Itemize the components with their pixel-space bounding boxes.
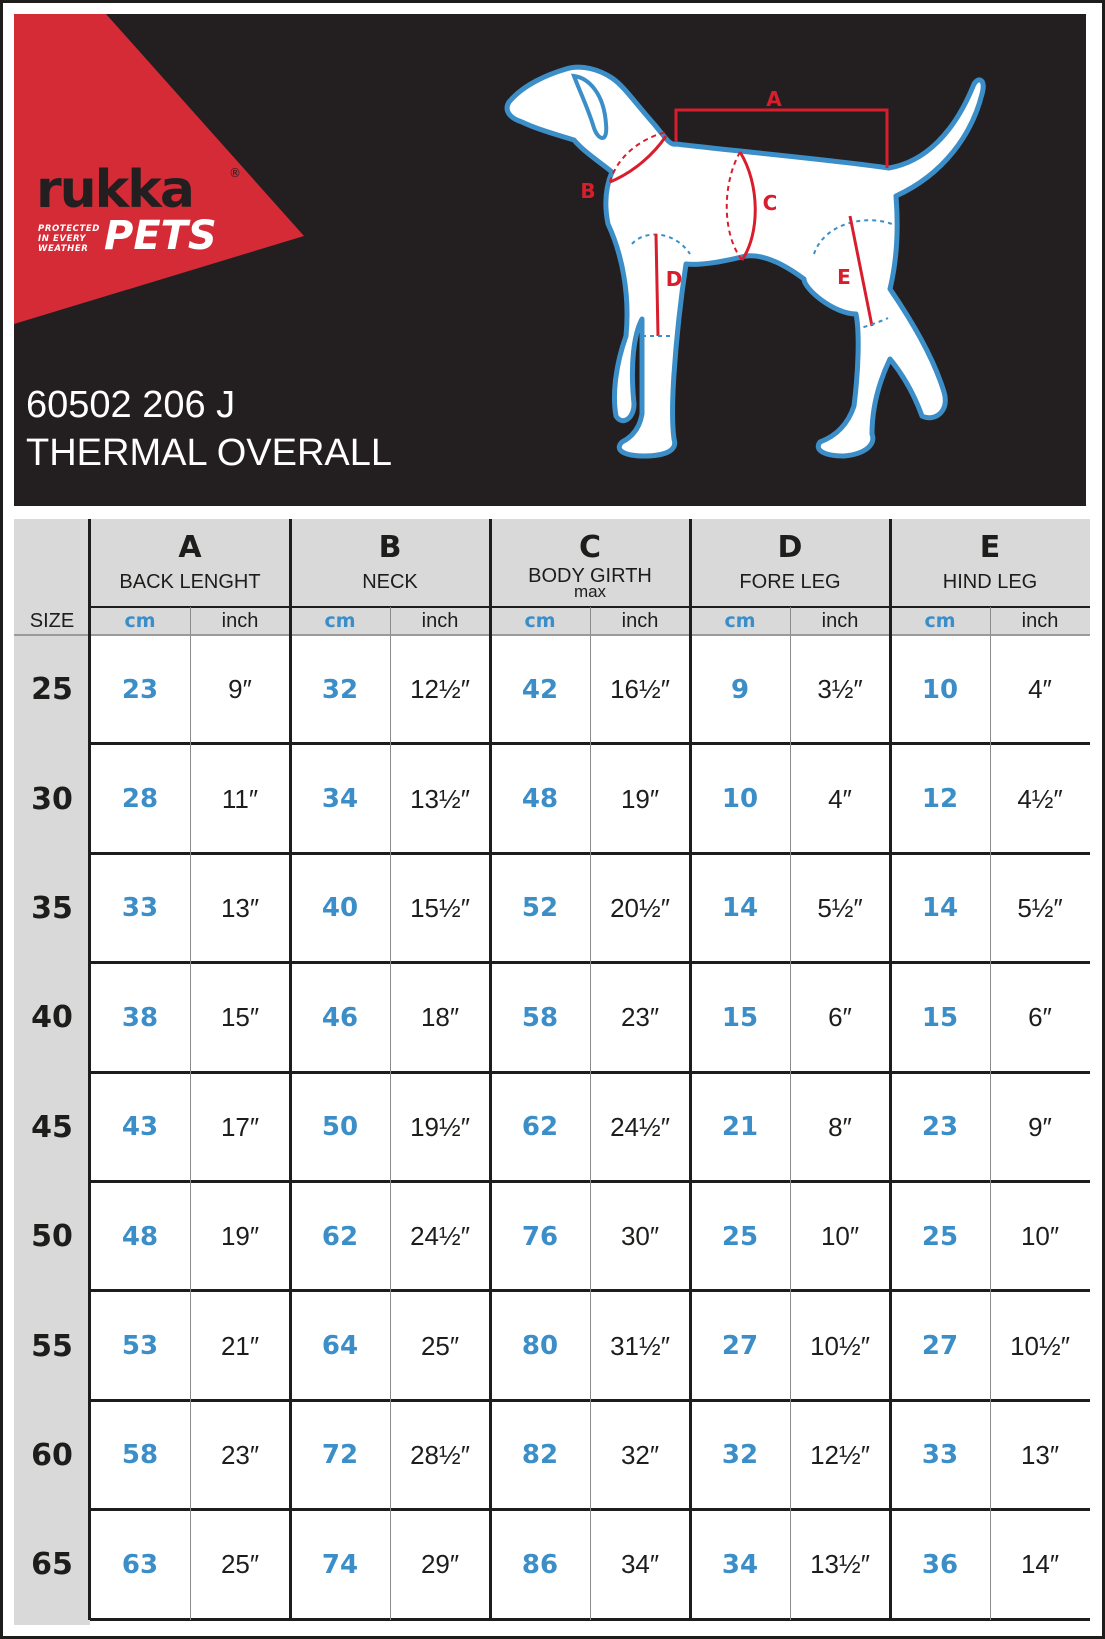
inch-value: 6″	[828, 1002, 852, 1033]
measure-b-label: B	[580, 179, 596, 203]
cm-value: 42	[521, 674, 559, 705]
inch-value: 6″	[1028, 1002, 1052, 1033]
cm-value: 25	[921, 1221, 959, 1252]
size-value: 30	[31, 781, 73, 817]
cm-value: 58	[121, 1440, 159, 1471]
cm-value: 38	[121, 1002, 159, 1033]
cm-value: 23	[921, 1112, 959, 1143]
inch-value: 3½″	[817, 674, 863, 705]
inch-value: 13½″	[410, 783, 470, 814]
cm-value: 33	[921, 1440, 959, 1471]
cm-value: 62	[521, 1112, 559, 1143]
size-column-divider	[88, 519, 91, 1620]
inch-value: 10½″	[810, 1330, 870, 1361]
column-letter-c: C	[578, 529, 602, 565]
unit-cm-b: cm	[324, 610, 356, 632]
cm-value: 50	[321, 1112, 359, 1143]
cm-value: 53	[121, 1331, 159, 1362]
cm-value: 43	[121, 1112, 159, 1143]
size-value: 35	[31, 890, 73, 926]
size-value: 40	[31, 1000, 73, 1036]
cm-value: 27	[721, 1331, 759, 1362]
brand-word: rukka	[36, 160, 193, 220]
inch-value: 4″	[1028, 674, 1052, 705]
unit-cm-a: cm	[124, 610, 156, 632]
cm-value: 36	[921, 1549, 959, 1580]
cm-value: 32	[321, 674, 359, 705]
brand-tagline: PROTECTED IN EVERY WEATHER	[38, 224, 100, 254]
inch-value: 24½″	[610, 1111, 670, 1142]
inch-value: 25″	[420, 1330, 460, 1361]
inch-value: 15″	[220, 1002, 260, 1033]
inch-value: 9″	[228, 674, 252, 705]
cm-value: 82	[521, 1440, 559, 1471]
cm-value: 62	[321, 1221, 359, 1252]
size-value: 55	[31, 1328, 73, 1364]
header-bottom-line	[14, 634, 1090, 636]
unit-divider	[390, 607, 391, 1620]
inch-value: 28½″	[410, 1439, 470, 1470]
inch-value: 23″	[620, 1002, 660, 1033]
inch-value: 19″	[220, 1221, 260, 1252]
cm-value: 86	[521, 1549, 559, 1580]
inch-value: 15½″	[410, 892, 470, 923]
inch-value: 25″	[220, 1549, 260, 1580]
cm-value: 15	[921, 1002, 959, 1033]
cm-value: 10	[721, 784, 759, 815]
cm-value: 72	[321, 1440, 359, 1471]
inch-value: 21″	[220, 1330, 260, 1361]
inch-value: 12½″	[810, 1439, 870, 1470]
size-value: 50	[31, 1219, 73, 1255]
unit-divider	[790, 607, 791, 1620]
column-letter-d: D	[777, 529, 803, 565]
cm-value: 74	[321, 1549, 359, 1580]
cm-value: 23	[121, 674, 159, 705]
inch-value: 10″	[1020, 1221, 1060, 1252]
unit-inch-b: inch	[421, 609, 459, 632]
unit-inch-d: inch	[821, 609, 859, 632]
cm-value: 48	[521, 784, 559, 815]
inch-value: 17″	[220, 1111, 260, 1142]
cm-value: 21	[721, 1112, 759, 1143]
group-divider	[689, 519, 692, 1620]
cm-value: 33	[121, 893, 159, 924]
inch-value: 20½″	[610, 892, 670, 923]
inch-value: 4½″	[1017, 783, 1063, 814]
inch-value: 16½″	[610, 674, 670, 705]
cm-value: 32	[721, 1440, 759, 1471]
cm-value: 48	[121, 1221, 159, 1252]
column-letter-a: A	[178, 529, 202, 565]
size-value: 60	[31, 1437, 73, 1473]
cm-value: 10	[921, 674, 959, 705]
inch-value: 18″	[420, 1002, 460, 1033]
column-sub-c: max	[573, 582, 607, 601]
unit-inch-e: inch	[1021, 609, 1059, 632]
column-letter-b: B	[378, 529, 402, 565]
column-letter-e: E	[979, 529, 1001, 565]
cm-value: 25	[721, 1221, 759, 1252]
size-header: SIZE	[29, 609, 75, 632]
inch-value: 10½″	[1010, 1330, 1070, 1361]
inch-value: 34″	[620, 1549, 660, 1580]
group-divider	[489, 519, 492, 1620]
inch-value: 9″	[1028, 1111, 1052, 1142]
inch-value: 13″	[220, 892, 260, 923]
dog-measurement-diagram	[504, 64, 1024, 494]
unit-cm-c: cm	[524, 610, 556, 632]
column-name-a: BACK LENGHT	[119, 570, 261, 593]
inch-value: 14″	[1020, 1549, 1060, 1580]
column-name-c: BODY GIRTH	[528, 564, 652, 587]
cm-value: 63	[121, 1549, 159, 1580]
inch-value: 8″	[828, 1111, 852, 1142]
cm-value: 34	[321, 784, 359, 815]
unit-inch-a: inch	[221, 609, 259, 632]
inch-value: 30″	[620, 1221, 660, 1252]
group-divider	[889, 519, 892, 1620]
unit-divider	[590, 607, 591, 1620]
cm-value: 14	[721, 893, 759, 924]
cm-value: 76	[521, 1221, 559, 1252]
inch-value: 12½″	[410, 674, 470, 705]
cm-value: 40	[321, 893, 359, 924]
size-value: 65	[31, 1547, 73, 1583]
inch-value: 10″	[820, 1221, 860, 1252]
cm-value: 15	[721, 1002, 759, 1033]
cm-value: 28	[121, 784, 159, 815]
inch-value: 19″	[620, 783, 660, 814]
inch-value: 4″	[828, 783, 852, 814]
unit-cm-d: cm	[724, 610, 756, 632]
product-name: THERMAL OVERALL	[26, 432, 393, 474]
cm-value: 12	[921, 784, 959, 815]
registered-mark: ®	[229, 166, 241, 180]
size-table	[14, 519, 1090, 1625]
measure-e-label: E	[837, 265, 851, 289]
cm-value: 80	[521, 1331, 559, 1362]
column-name-e: HIND LEG	[942, 570, 1038, 593]
cm-value: 52	[521, 893, 559, 924]
cm-value: 64	[321, 1331, 359, 1362]
unit-divider	[990, 607, 991, 1620]
brand-sub: PETS	[104, 213, 217, 259]
inch-value: 29″	[420, 1549, 460, 1580]
size-value: 25	[31, 672, 73, 708]
inch-value: 19½″	[410, 1111, 470, 1142]
inch-value: 5½″	[1017, 892, 1063, 923]
inch-value: 23″	[220, 1439, 260, 1470]
inch-value: 13″	[1020, 1439, 1060, 1470]
cm-value: 34	[721, 1549, 759, 1580]
size-value: 45	[31, 1109, 73, 1145]
inch-value: 31½″	[610, 1330, 670, 1361]
unit-inch-c: inch	[621, 609, 659, 632]
measure-d-label: D	[665, 267, 683, 291]
unit-divider	[190, 607, 191, 1620]
cm-value: 58	[521, 1002, 559, 1033]
inch-value: 24½″	[410, 1221, 470, 1252]
unit-cm-e: cm	[924, 610, 956, 632]
group-divider	[289, 519, 292, 1620]
inch-value: 32″	[620, 1439, 660, 1470]
measure-c-label: C	[762, 191, 778, 215]
column-name-b: NECK	[362, 570, 418, 593]
measure-d-line	[656, 234, 658, 336]
measure-a-label: A	[766, 87, 782, 111]
inch-value: 13½″	[810, 1549, 870, 1580]
column-name-d: FORE LEG	[739, 570, 841, 593]
dog-silhouette	[507, 67, 983, 456]
cm-value: 27	[921, 1331, 959, 1362]
cm-value: 46	[321, 1002, 359, 1033]
cm-value: 14	[921, 893, 959, 924]
inch-value: 5½″	[817, 892, 863, 923]
cm-value: 9	[730, 674, 750, 705]
header-banner	[14, 14, 1086, 506]
brand-logo	[36, 160, 246, 264]
product-code: 60502 206 J	[26, 384, 236, 426]
inch-value: 11″	[221, 783, 259, 814]
